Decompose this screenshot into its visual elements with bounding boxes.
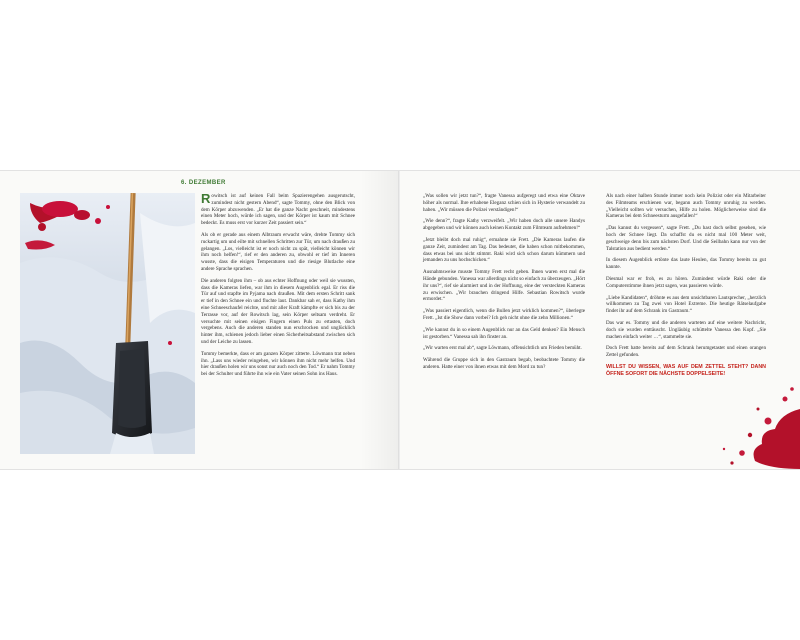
book-gutter bbox=[398, 171, 400, 469]
paragraph: „Wir warten erst mal ab“, sagte Löwmann, offensichtlich um Frieden bemüht. bbox=[423, 345, 582, 352]
paragraph: Als nach einer halben Stunde immer noch kein Polizist oder ein Mitarbeiter des Filmteams erschienen war, begann auch Tommy unruhig zu werden. „Vielleicht sollten wir versuchen, Hilfe zu holen. Möglicherweise sind die Kameras bei dem Schneesturm ausgefallen!“ bbox=[606, 193, 766, 220]
snow-shovel-photo bbox=[20, 193, 195, 454]
paragraph: In diesem Augenblick ertönte das laute Heulen, das Tommy bereits zu gut kannte. bbox=[606, 257, 766, 271]
paragraph: „Jetzt bleibt doch mal ruhig“, ermahnte sie Frett. „Die Kameras laufen die ganze Zeit, zumindest am Tag. Das bedeutet, die haben schon mitbekommen, dass etwas bei uns nicht stimmt. Raki wird sich schon darum kümmern und jemanden zu uns hochschicken.“ bbox=[423, 236, 585, 264]
gutter-shadow bbox=[360, 171, 400, 469]
paragraph: owitsch ist auf keinen Fall beim Spazierengehen ausgerutscht, zumindest nicht gestern Abend“, sagte Tommy, ohne den Blick von dem Körper abzuwenden. „Er hat die ganze Nacht geschneit, mindestens einen Meter hoch, würde ich sagen, und der Körper ist kaum mit Schnee bedeckt. Es muss erst vor kurzer Zeit passiert sein.“ bbox=[201, 193, 355, 227]
paragraph: Als ob er gerade aus einem Albtraum erwacht wäre, drehte Tommy sich ruckartig um und eilte mit schnellen Schritten zur Tür, um nach draußen zu gelangen. „Los, vielleicht ist er noch nicht zu spät, vielleicht können wir ihm noch helfen!“, rief er den anderen zu, obwohl er tief im Inneren wusste, dass die eisigen Temperaturen und die riesige Blutlache eine andere Sprache sprachen. bbox=[201, 231, 355, 272]
call-to-action-text: WILLST DU WISSEN, WAS AUF DEM ZETTEL STEHT? DANN ÖFFNE SOFORT DIE NÄCHSTE DOPPELSEITE! bbox=[606, 363, 766, 377]
paragraph: Diesmal war er froh, es zu hören. Zumindest würde Raki oder die Computerstimme ihnen jetzt sagen, was passieren würde. bbox=[606, 275, 766, 289]
paragraph: „Was sollen wir jetzt tun?“, fragte Vanessa aufgeregt und etwa eine Oktave höher als normal. Ihre erhabene Eleganz schien sich in Hysterie verwandelt zu haben. „Wir müssen die Polizei verständigen!“ bbox=[423, 193, 585, 213]
snow-shovel-blood-photo-icon bbox=[20, 193, 195, 454]
blood-splatter-icon bbox=[650, 369, 800, 469]
paragraph: Das war es. Tommy und die anderen warteten auf eine weitere Nachricht, doch sie wurden enttäuscht. Ungläubig schüttelte Vanessa den Kopf. „Sie machen einfach weiter …“, stammelte sie. bbox=[606, 319, 766, 340]
paragraph: „Das kannst du vergessen“, sagte Frett. „Du hast doch selbst gesehen, wie hoch der Schnee liegt. Da schaffst du es nicht mal 100 Meter weit, geschweige denn bis zum nächsten Dorf. Und die Seilbahn kann nur von der Talstation aus bedient werden.“ bbox=[606, 225, 766, 252]
paragraph: Während die Gruppe sich in den Gastraum begab, beobachtete Tommy die anderen. Hatte einer von ihnen etwas mit dem Mord zu tun? bbox=[423, 357, 585, 370]
book-spread bbox=[0, 170, 800, 470]
column-left bbox=[201, 193, 355, 383]
column-middle bbox=[423, 193, 585, 376]
paragraph: Ausnahmsweise musste Tommy Frett recht geben. Ihnen waren erst mal die Hände gebunden. Vanessa war allerdings nicht so einfach zu überzeugen. „Hört ihr uns?“, rief sie alarmiert und in der Hoffnung, eine der versteckten Kameras zu erwischen. „Wir brauchen dringend Hilfe. Sebastian Rowitsch wurde ermordet.“ bbox=[423, 269, 585, 303]
paragraph: Doch Frett hatte bereits auf dem Schrank herumgetastet und einen orangen Zettel gefunden. bbox=[606, 345, 766, 359]
date-heading: 6. DEZEMBER bbox=[181, 180, 226, 186]
paragraph: „Wie kannst du in so einem Augenblick nur an das Geld denken? Ein Mensch ist gestorben.“ Vanessa sah ihn finster an. bbox=[423, 326, 585, 340]
paragraph: Die anderen folgten ihm – ob aus echter Hoffnung oder weil sie wussten, dass die Kameras liefen, war ihm in diesem Augenblick egal. Er riss die Tür auf und stapfte im Pyjama nach draußen. Mit dem ersten Schritt sank er tief in den Schnee ein und fluchte laut. Dankbar sah er, dass Kathy ihm eine Schneeschaufel reichte, und mit aller Kraft kämpfte er sich bis zu der Terrasse vor, auf der Rowitsch lag, sein Körper seltsam verdreht. Er versuchte mit seinen eisigen Fingern einen Puls zu ertasten, doch vergebens. Auch die anderen standen nun erschrocken und unglücklich hinter ihm, schienen jedoch lieber einen Sicherheitsabstand zwischen sich und der Leiche zu lassen. bbox=[201, 277, 355, 345]
column-right bbox=[606, 193, 766, 378]
dropcap-letter: R bbox=[201, 191, 211, 206]
paragraph: „Was passiert eigentlich, wenn die Bullen jetzt wirklich kommen?“, überlegte Frett. „Ist die Show dann vorbei? Ich geh nicht ohne die zehn Millionen.“ bbox=[423, 308, 585, 321]
paragraph: „Wie denn?“, fragte Kathy verzweifelt. „Wir haben doch alle unsere Handys abgegeben und wir können auch keinen Kontakt zum Filmteam aufnehmen!“ bbox=[423, 218, 585, 232]
paragraph: Tommy bemerkte, dass er am ganzen Körper zitterte. Löwmann trat neben ihn. „Lass uns wieder reingehen, wir können ihm nicht mehr helfen. Und hier draußen holen wir uns sonst nur auch noch den Tod.“ Er nahm Tommy bei der Schulter und führte ihn wie ein Vater seinen Sohn ins Haus. bbox=[201, 350, 355, 378]
paragraph: „Liebe Kandidaten“, dröhnte es aus dem unsichtbaren Lautsprecher, „herzlich willkommen zu Tag zwei von Hotel Extreme. Die heutige Rätselaufgabe findet ihr auf dem Schrank im Gastraum.“ bbox=[606, 294, 766, 315]
